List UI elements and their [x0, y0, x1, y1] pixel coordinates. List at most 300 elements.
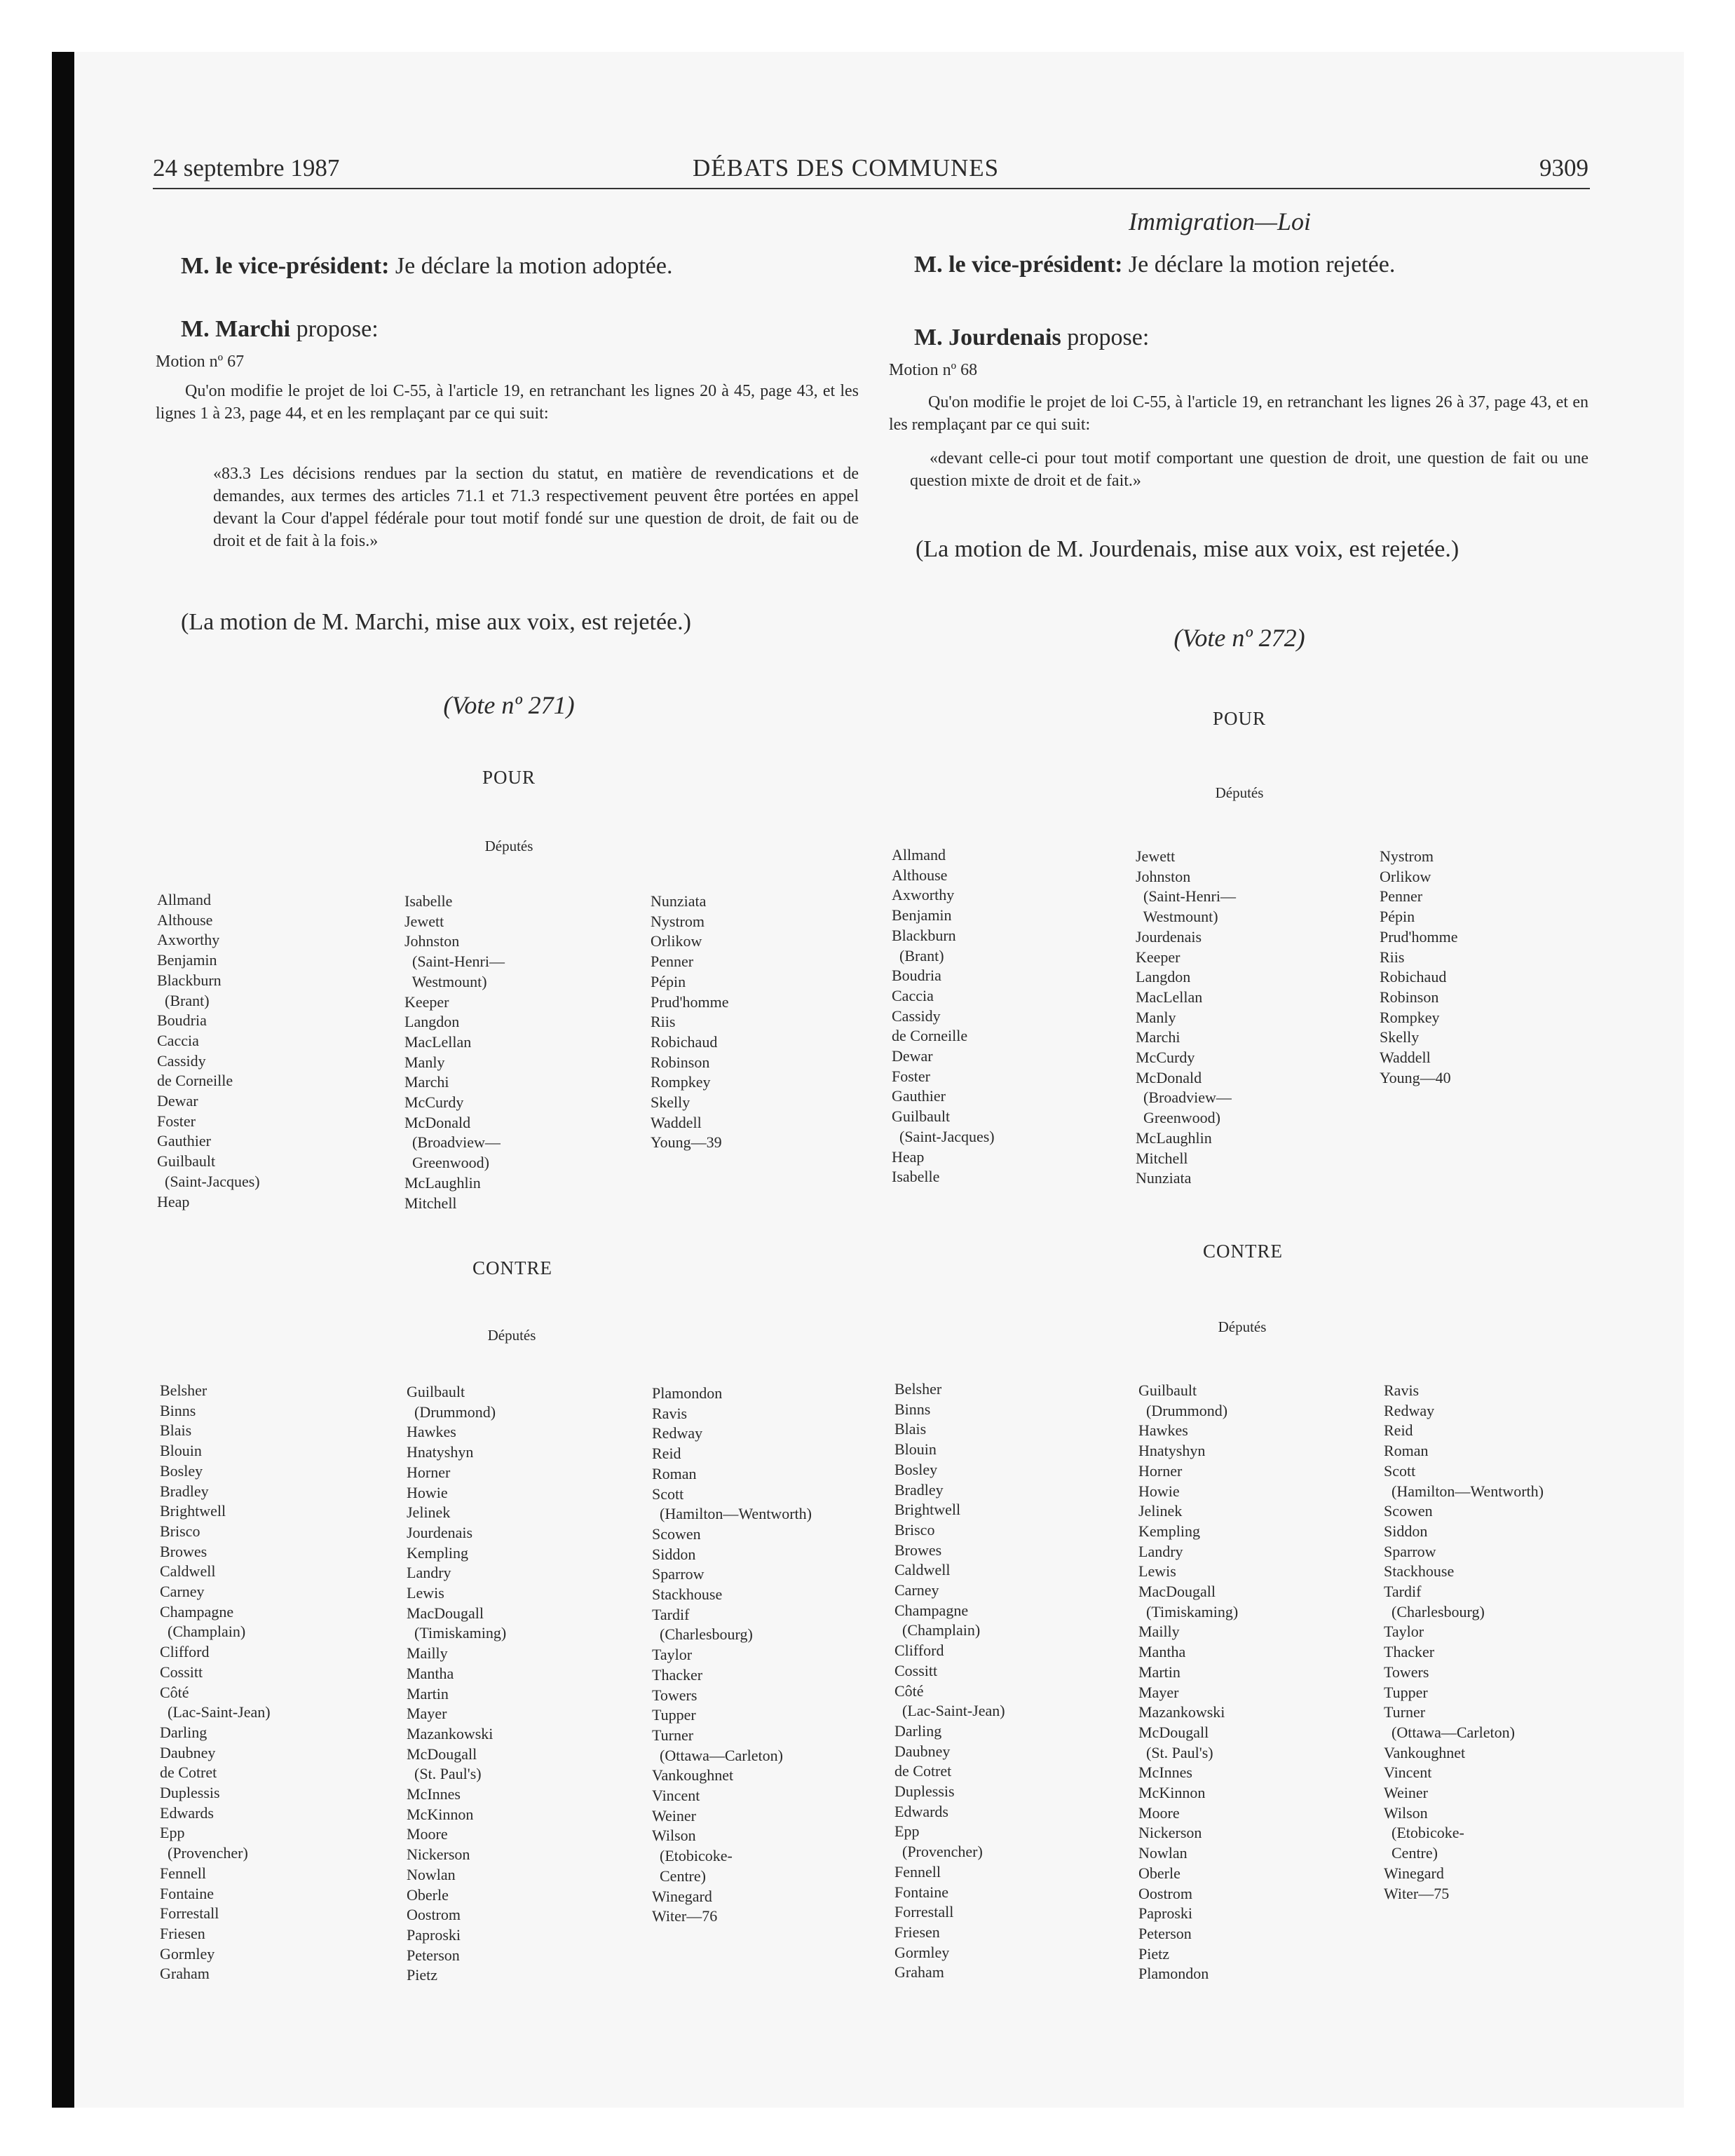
member-name: Plamondon: [1138, 1965, 1209, 1983]
member-name: Foster: [157, 1112, 196, 1130]
member-name: Gormley: [160, 1944, 215, 1963]
member-name: Robichaud: [1380, 968, 1447, 986]
member-name: Stackhouse: [1384, 1562, 1455, 1581]
member-name: Manly: [404, 1053, 445, 1071]
right-contre-col1: [894, 1379, 1005, 1983]
statement-text: Je déclare la motion adoptée.: [389, 253, 673, 279]
member-name: Foster: [892, 1067, 930, 1085]
member-name: Carney: [160, 1583, 205, 1601]
member-name: Redway: [652, 1424, 703, 1442]
mover-text: propose:: [290, 316, 379, 342]
mover-text: propose:: [1061, 325, 1150, 350]
left-motion-text: Qu'on modifie le projet de loi C-55, à l'article 19, en retranchant les lignes 20 à 45, page 43, et les lignes 1 à 23, page 44, et en les remplaçant par ce qui suit:: [156, 382, 859, 423]
member-name: Martin: [1138, 1663, 1181, 1681]
member-name: Waddell: [651, 1113, 702, 1131]
member-name: Roman: [652, 1464, 697, 1482]
member-name: de Cotret: [894, 1762, 952, 1780]
member-name: Nystrom: [1380, 847, 1434, 865]
member-name: (Lac-Saint-Jean): [894, 1702, 1005, 1720]
member-name: (Champlain): [160, 1623, 246, 1641]
member-name: Cassidy: [157, 1051, 206, 1070]
member-name: Benjamin: [892, 906, 952, 925]
member-name: Isabelle: [404, 892, 453, 910]
member-name: Winegard: [1384, 1864, 1444, 1882]
member-name: Moore: [407, 1825, 448, 1843]
member-name: Isabelle: [892, 1168, 940, 1186]
member-name: Mayer: [407, 1705, 447, 1723]
left-vote-label: (Vote nº 271): [443, 691, 575, 719]
member-name: Mailly: [1138, 1623, 1180, 1641]
member-name: Fontaine: [894, 1883, 948, 1901]
member-name: Graham: [894, 1963, 944, 1981]
member-name: Marchi: [404, 1073, 449, 1091]
member-name: Champagne: [894, 1601, 969, 1619]
member-name: Nowlan: [1138, 1844, 1188, 1862]
member-name: (Saint-Jacques): [892, 1127, 995, 1145]
member-name: Benjamin: [157, 951, 217, 969]
left-contre-deputes: Députés: [487, 1327, 536, 1344]
member-name: Gormley: [894, 1943, 950, 1961]
member-name: Forrestall: [894, 1903, 954, 1921]
left-pour-deputes: Députés: [484, 838, 533, 854]
member-name: Gauthier: [892, 1087, 946, 1105]
member-name: MacDougall: [1138, 1583, 1216, 1601]
member-name: Langdon: [404, 1013, 460, 1031]
left-contre-col1: [160, 1381, 271, 1984]
member-name: Kempling: [407, 1543, 468, 1562]
member-name: Duplessis: [160, 1784, 220, 1802]
member-name: Oberle: [407, 1885, 449, 1904]
member-name: Wilson: [652, 1827, 696, 1845]
member-name: Marchi: [1136, 1028, 1181, 1046]
member-name: Carney: [894, 1581, 939, 1599]
member-name: Mayer: [1138, 1683, 1179, 1701]
member-name: Johnston: [404, 932, 460, 950]
member-name: Mailly: [407, 1644, 448, 1663]
member-name: Friesen: [160, 1924, 205, 1942]
member-name: McKinnon: [1138, 1784, 1206, 1802]
member-name: Bosley: [894, 1460, 938, 1478]
member-name: Pépin: [1380, 908, 1415, 926]
member-name: Jourdenais: [1136, 927, 1202, 946]
right-motion-number: Motion nº 68: [889, 361, 978, 379]
member-name: McLaughlin: [404, 1173, 481, 1192]
member-name: Bosley: [160, 1461, 203, 1480]
member-name: Blais: [160, 1421, 192, 1440]
member-name: Skelly: [1380, 1028, 1420, 1046]
left-contre-heading: CONTRE: [472, 1257, 552, 1278]
member-name: Axworthy: [892, 886, 955, 904]
member-name: Ravis: [1384, 1381, 1420, 1399]
member-name: Nickerson: [1138, 1824, 1202, 1842]
member-name: Epp: [894, 1822, 920, 1841]
member-name: Blouin: [160, 1442, 202, 1460]
member-name: Nowlan: [407, 1865, 456, 1883]
member-name: Riis: [651, 1013, 676, 1031]
member-name: Côté: [160, 1683, 189, 1701]
member-name: Johnston: [1136, 867, 1191, 885]
member-name: Scott: [1384, 1461, 1416, 1480]
member-name: Weiner: [1384, 1784, 1428, 1802]
member-name: Orlikow: [1380, 867, 1431, 885]
member-name: Peterson: [1138, 1924, 1192, 1942]
scan-border: [52, 52, 74, 2108]
member-name: (Lac-Saint-Jean): [160, 1703, 271, 1721]
member-name: Sparrow: [1384, 1542, 1436, 1560]
member-name: Pietz: [407, 1966, 437, 1984]
member-name: Bradley: [894, 1480, 944, 1499]
member-name: Fontaine: [160, 1884, 214, 1902]
member-name: Guilbault: [1138, 1381, 1197, 1399]
member-name: Caccia: [892, 986, 934, 1004]
header-rule: [153, 188, 1590, 189]
member-name: (Champlain): [894, 1621, 981, 1639]
left-motion-number: Motion nº 67: [156, 353, 245, 371]
member-name: (Charlesbourg): [1384, 1602, 1485, 1621]
member-name: Guilbault: [407, 1383, 465, 1400]
member-name: Blouin: [894, 1440, 937, 1459]
member-name: Champagne: [160, 1602, 234, 1621]
member-name: Hawkes: [1138, 1421, 1188, 1440]
member-name: Daubney: [160, 1743, 216, 1761]
statement-text: Je déclare la motion rejetée.: [1122, 252, 1396, 278]
member-name: Edwards: [160, 1803, 214, 1822]
left-contre-col3: [652, 1384, 812, 1927]
member-name: Nystrom: [651, 912, 705, 930]
member-name: (Hamilton—Wentworth): [652, 1505, 812, 1523]
right-pour-col1: [892, 845, 995, 1187]
member-name: Witer—75: [1384, 1884, 1450, 1902]
vote-number: Vote nº 272: [1182, 624, 1297, 652]
left-motion-quote: «83.3 Les décisions rendues par la section du statut, en matière de revendications et de demandes, aux termes des articles 71.1 et 71.3 respectivement peuvent être portées en appel devant la Cour d'appel fédérale pour tout motif fondé sur une question de droit, de fait ou de droit et de fait à la fois.»: [213, 465, 859, 550]
member-name: Landry: [1138, 1542, 1183, 1560]
member-name: Brightwell: [894, 1501, 961, 1519]
member-name: Cassidy: [892, 1007, 941, 1025]
member-name: (Provencher): [894, 1843, 983, 1861]
member-name: Guilbault: [157, 1152, 216, 1171]
member-name: Centre): [1384, 1844, 1438, 1862]
member-name: Young—40: [1380, 1068, 1451, 1086]
member-name: Skelly: [651, 1093, 690, 1112]
member-name: Mitchell: [1136, 1149, 1188, 1167]
member-name: McCurdy: [1136, 1049, 1195, 1067]
member-name: Horner: [407, 1463, 451, 1481]
member-name: Prud'homme: [1380, 927, 1458, 946]
right-contre-deputes: Députés: [1218, 1318, 1267, 1335]
member-name: Robinson: [651, 1053, 710, 1071]
vote-number: Vote nº 271: [451, 691, 566, 719]
member-name: MacDougall: [407, 1604, 484, 1622]
member-name: Forrestall: [160, 1904, 219, 1923]
left-vote-result: (La motion de M. Marchi, mise aux voix, est rejetée.): [181, 609, 691, 635]
right-pour-col2: [1136, 847, 1236, 1189]
member-name: McInnes: [407, 1785, 461, 1803]
member-name: Pietz: [1138, 1944, 1169, 1963]
member-name: Tupper: [1384, 1683, 1428, 1701]
member-name: Witer—76: [652, 1907, 718, 1925]
member-name: Lewis: [1138, 1562, 1176, 1581]
member-name: Friesen: [894, 1923, 940, 1941]
member-name: Ravis: [652, 1404, 688, 1422]
member-name: Vincent: [1384, 1763, 1432, 1782]
member-name: Lewis: [407, 1584, 444, 1602]
member-name: Centre): [652, 1867, 706, 1885]
member-name: Mazankowski: [1138, 1703, 1225, 1721]
member-name: Young—39: [651, 1133, 722, 1152]
member-name: Nunziata: [1136, 1169, 1192, 1187]
member-name: Darling: [894, 1721, 942, 1740]
member-name: Vankoughnet: [652, 1766, 734, 1785]
member-name: Paproski: [1138, 1904, 1192, 1923]
right-pour-col3: [1380, 847, 1458, 1088]
member-name: Nunziata: [651, 892, 707, 910]
member-name: Rompkey: [1380, 1008, 1440, 1026]
member-name: (St. Paul's): [1138, 1743, 1213, 1761]
member-name: de Cotret: [160, 1763, 217, 1782]
member-name: Belsher: [894, 1380, 942, 1398]
member-name: Robichaud: [651, 1032, 718, 1051]
member-name: Greenwood): [404, 1154, 489, 1172]
member-name: Blackburn: [892, 926, 956, 944]
speaker-name: M. le vice-président:: [181, 253, 390, 279]
member-name: Belsher: [160, 1381, 207, 1399]
member-name: (Etobicoke-: [652, 1847, 733, 1865]
member-name: Jelinek: [407, 1503, 451, 1522]
member-name: (Brant): [892, 946, 944, 964]
member-name: McKinnon: [407, 1805, 474, 1823]
member-name: Westmount): [1136, 908, 1218, 926]
member-name: Orlikow: [651, 932, 702, 950]
left-pour-col3: [651, 892, 729, 1153]
right-contre-heading: CONTRE: [1203, 1241, 1283, 1262]
member-name: Howie: [1138, 1482, 1180, 1500]
member-name: Reid: [652, 1445, 681, 1463]
member-name: (Broadview—: [1136, 1089, 1232, 1107]
member-name: Gauthier: [157, 1132, 211, 1150]
member-name: Boudria: [157, 1011, 207, 1030]
right-contre-col2: [1138, 1381, 1238, 1984]
right-speaker-statement: [914, 250, 1395, 280]
member-name: Scott: [652, 1485, 684, 1503]
member-name: Caldwell: [160, 1562, 216, 1581]
member-name: Redway: [1384, 1401, 1435, 1419]
member-name: (Hamilton—Wentworth): [1384, 1482, 1544, 1500]
member-name: Horner: [1138, 1461, 1183, 1480]
member-name: MacLellan: [404, 1032, 472, 1051]
right-pour-deputes: Députés: [1215, 784, 1264, 801]
member-name: Landry: [407, 1564, 451, 1582]
member-name: Prud'homme: [651, 992, 729, 1011]
member-name: Duplessis: [894, 1782, 955, 1801]
member-name: Graham: [160, 1965, 210, 1983]
member-name: Tardif: [652, 1605, 690, 1623]
member-name: Guilbault: [892, 1107, 951, 1126]
left-pour-col2: [404, 892, 505, 1213]
member-name: Turner: [652, 1726, 694, 1744]
member-name: Caccia: [157, 1031, 199, 1049]
member-name: Langdon: [1136, 968, 1191, 986]
member-name: Thacker: [1384, 1643, 1435, 1661]
member-name: Winegard: [652, 1887, 712, 1905]
member-name: MacLellan: [1136, 988, 1203, 1006]
member-name: (Brant): [157, 991, 210, 1009]
member-name: Towers: [1384, 1663, 1429, 1681]
member-name: Towers: [652, 1686, 698, 1704]
member-name: Cossitt: [894, 1661, 938, 1679]
member-name: Allmand: [892, 846, 946, 864]
member-name: Binns: [894, 1400, 931, 1418]
member-name: Tardif: [1384, 1583, 1422, 1601]
mover-name: M. Jourdenais: [914, 325, 1061, 350]
member-name: Nickerson: [407, 1845, 470, 1864]
member-name: McLaughlin: [1136, 1128, 1212, 1147]
member-name: Paproski: [407, 1925, 461, 1944]
member-name: Thacker: [652, 1665, 703, 1684]
member-name: Waddell: [1380, 1049, 1431, 1067]
member-name: Bradley: [160, 1482, 209, 1500]
member-name: Vankoughnet: [1384, 1743, 1466, 1761]
member-name: Clifford: [894, 1642, 944, 1660]
member-name: Turner: [1384, 1703, 1426, 1721]
member-name: Jewett: [1136, 847, 1176, 865]
mover-name: M. Marchi: [181, 316, 291, 342]
right-motion-text: Qu'on modifie le projet de loi C-55, à l'article 19, en retranchant les lignes 26 à 37, page 43, et en les remplaçant par ce qui suit:: [889, 393, 1588, 434]
right-vote-label: (Vote nº 272): [1173, 624, 1305, 652]
member-name: Keeper: [1136, 948, 1181, 966]
member-name: Martin: [407, 1684, 449, 1703]
member-name: (Timiskaming): [1138, 1602, 1239, 1621]
member-name: (Etobicoke-: [1384, 1824, 1464, 1842]
member-name: Moore: [1138, 1803, 1180, 1822]
member-name: Sparrow: [652, 1565, 705, 1583]
right-vote-result: (La motion de M. Jourdenais, mise aux voix, est rejetée.): [916, 536, 1460, 562]
member-name: Reid: [1384, 1421, 1413, 1440]
left-pour-col1: [157, 890, 260, 1212]
member-name: Penner: [651, 953, 694, 971]
member-name: Brisco: [160, 1522, 200, 1540]
member-name: Penner: [1380, 887, 1423, 906]
member-name: Mantha: [1138, 1643, 1186, 1661]
member-name: Mazankowski: [407, 1724, 494, 1742]
member-name: Axworthy: [157, 931, 220, 949]
running-head: Immigration—Loi: [1129, 207, 1312, 236]
member-name: (Ottawa—Carleton): [652, 1746, 783, 1764]
left-pour-heading: POUR: [482, 767, 536, 788]
member-name: Plamondon: [652, 1384, 723, 1402]
member-name: Kempling: [1138, 1522, 1200, 1540]
member-name: Taylor: [1384, 1623, 1424, 1641]
member-name: Tupper: [652, 1706, 696, 1724]
member-name: Binns: [160, 1401, 196, 1419]
right-contre-col3: [1384, 1381, 1544, 1904]
member-name: Oberle: [1138, 1864, 1181, 1882]
member-name: McCurdy: [404, 1093, 464, 1112]
header-title: DÉBATS DES COMMUNES: [693, 154, 1000, 182]
member-name: (Ottawa—Carleton): [1384, 1723, 1515, 1741]
member-name: McInnes: [1138, 1763, 1192, 1782]
member-name: Pépin: [651, 972, 686, 990]
member-name: Roman: [1384, 1442, 1429, 1460]
member-name: Browes: [894, 1541, 942, 1559]
member-name: Peterson: [407, 1946, 460, 1964]
member-name: Weiner: [652, 1806, 696, 1824]
member-name: Oostrom: [407, 1906, 461, 1924]
page-number: 9309: [1539, 154, 1588, 182]
member-name: Westmount): [404, 972, 487, 990]
speaker-name: M. le vice-président:: [914, 252, 1123, 278]
member-name: Dewar: [157, 1092, 198, 1110]
member-name: (Drummond): [407, 1403, 496, 1421]
member-name: (Provencher): [160, 1844, 248, 1862]
left-mover: [181, 314, 379, 345]
member-name: (Broadview—: [404, 1133, 501, 1152]
member-name: Darling: [160, 1723, 207, 1741]
member-name: Stackhouse: [652, 1585, 723, 1604]
member-name: (Timiskaming): [407, 1624, 507, 1642]
member-name: Siddon: [1384, 1522, 1428, 1540]
right-pour-heading: POUR: [1212, 708, 1267, 729]
member-name: McDougall: [1138, 1723, 1209, 1741]
member-name: Hnatyshyn: [1138, 1442, 1206, 1460]
left-contre-col2: [407, 1382, 506, 1986]
member-name: Fennell: [894, 1862, 941, 1881]
member-name: Cossitt: [160, 1663, 203, 1681]
member-name: Riis: [1380, 948, 1405, 966]
member-name: Epp: [160, 1824, 185, 1842]
member-name: Heap: [892, 1147, 925, 1166]
member-name: Daubney: [894, 1742, 951, 1760]
member-name: Browes: [160, 1542, 207, 1560]
member-name: Vincent: [652, 1787, 700, 1805]
member-name: Fennell: [160, 1864, 206, 1882]
member-name: (Drummond): [1138, 1401, 1228, 1419]
member-name: (Saint-Henri—: [404, 953, 505, 971]
member-name: Jourdenais: [407, 1523, 473, 1541]
member-name: Côté: [894, 1681, 924, 1700]
member-name: Heap: [157, 1192, 190, 1210]
member-name: Keeper: [404, 992, 449, 1011]
left-speaker-statement: [181, 251, 672, 282]
member-name: (Saint-Jacques): [157, 1172, 260, 1190]
member-name: Caldwell: [894, 1561, 951, 1579]
member-name: Scowen: [1384, 1502, 1433, 1520]
member-name: (Charlesbourg): [652, 1625, 753, 1644]
member-name: Hnatyshyn: [407, 1443, 474, 1461]
member-name: Blackburn: [157, 971, 222, 989]
member-name: Hawkes: [407, 1423, 456, 1441]
member-name: Dewar: [892, 1047, 933, 1065]
member-name: Howie: [407, 1483, 448, 1501]
header-date: 24 septembre 1987: [153, 154, 340, 182]
member-name: Wilson: [1384, 1803, 1428, 1822]
member-name: Greenwood): [1136, 1109, 1220, 1127]
member-name: McDonald: [404, 1113, 471, 1131]
member-name: (Saint-Henri—: [1136, 887, 1236, 906]
member-name: McDonald: [1136, 1068, 1202, 1086]
member-name: de Corneille: [157, 1072, 233, 1090]
member-name: Manly: [1136, 1008, 1176, 1026]
member-name: Brisco: [894, 1520, 935, 1538]
member-name: Taylor: [652, 1646, 693, 1664]
member-name: McDougall: [407, 1745, 477, 1763]
member-name: Scowen: [652, 1524, 701, 1543]
member-name: Althouse: [892, 866, 948, 884]
member-name: Mantha: [407, 1664, 454, 1682]
member-name: Rompkey: [651, 1073, 711, 1091]
member-name: Brightwell: [160, 1502, 226, 1520]
member-name: Edwards: [894, 1802, 948, 1820]
member-name: Jelinek: [1138, 1502, 1183, 1520]
